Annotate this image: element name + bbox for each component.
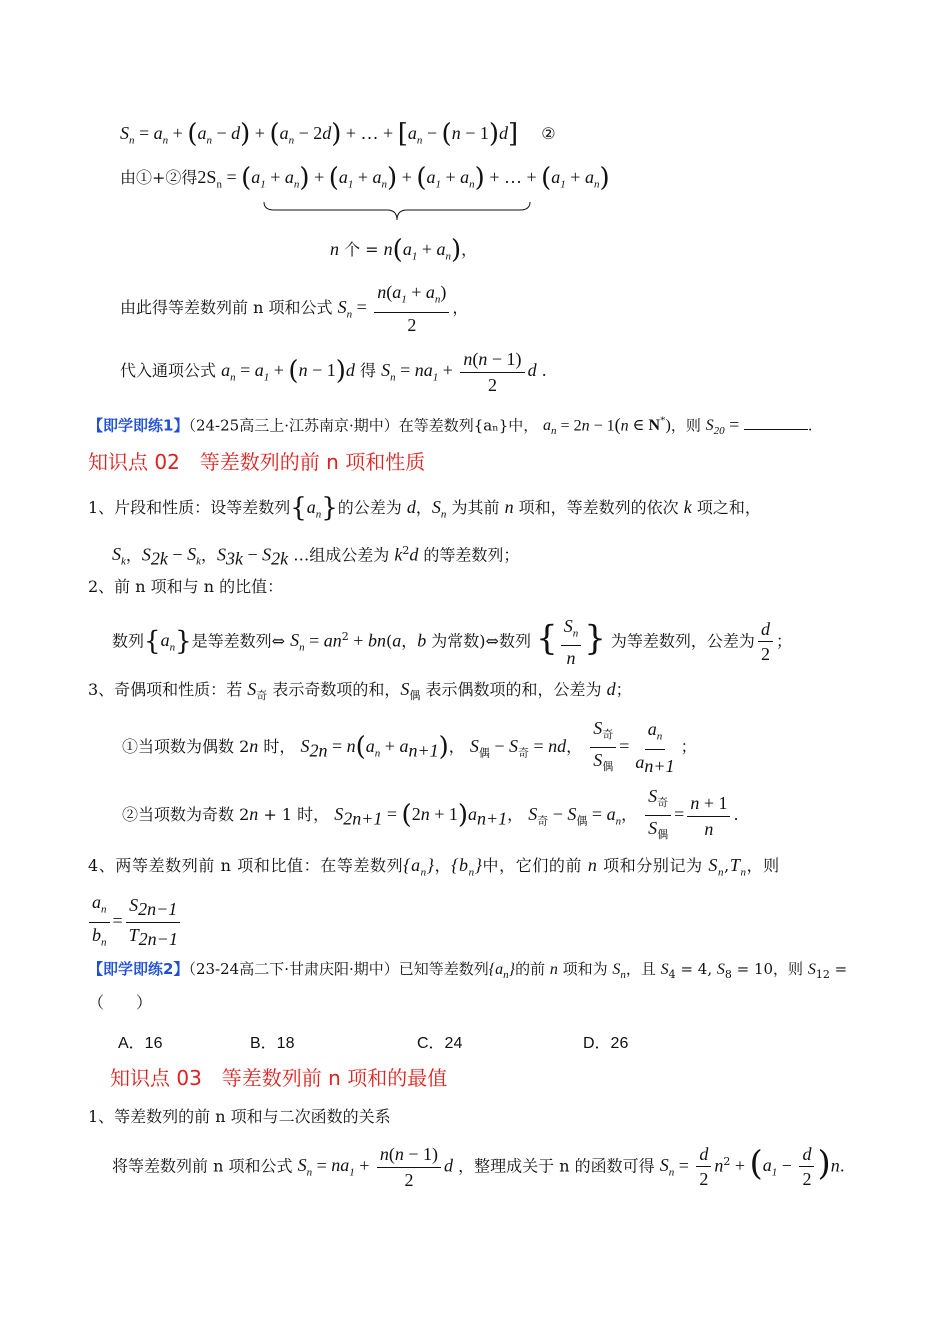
property-3-case-odd: ②当项数为奇数 2n + 1 时， $S_{2n+1} = (2n + 1)a_{n+1}$， $S_奇 - S_偶 = a_n$， $\frac{S_奇}{S_偶}$ = $\frac{n + 1}{n}$ . (122, 786, 739, 842)
exercise-2-tag: 【即学即练2】 (88, 960, 189, 978)
option-c[interactable]: C．24 (417, 1035, 463, 1052)
section-3-p2-b: ，整理成关于 n 的函数可得 (458, 1156, 655, 1176)
property-3-label: 3、奇偶项和性质： (88, 680, 227, 699)
section-2-title: 知识点 02 等差数列的前 n 项和性质 (88, 450, 426, 474)
property-2-label: 2、前 n 项和与 n 的比值： (88, 577, 284, 596)
option-b[interactable]: B．18 (250, 1035, 295, 1052)
sum-double-formula: 由①+②得$2S_n = (a_1 + a_n) + (a_1 + a_n) + (a_1 + a_n)$ + … + $(a_1 + a_n)$ (120, 163, 610, 193)
answer-blank[interactable] (744, 415, 808, 430)
exercise-1-text: 在等差数列{aₙ}中， (398, 416, 539, 435)
sum-formula-text: 由此得等差数列前 n 项和公式 (120, 297, 333, 317)
section-3-p1: 1、等差数列的前 n 项和与二次函数的关系 (88, 1107, 391, 1126)
property-4: 4、两等差数列前 n 项和比值：在等差数列$\{a_n\}$，$\{b_n\}$中，它们的前 n 项和分别记为 $S_n,T_n$，则 (88, 855, 780, 879)
exercise-1-tag: 【即学即练1】 (88, 416, 189, 435)
exercise-1: 【即学即练1】（24-25高三上·江苏南京·期中）在等差数列{aₙ}中， $a_n = 2n - 1(n$ ∈ N*)，则 $S_{20}$ = . (88, 414, 813, 438)
option-d[interactable]: D．26 (583, 1035, 629, 1052)
property-2-line: 数列$\{a_n\}$是等差数列⇔ $S_n = an^2 + bn(a$，b 为常数)⇔数列 { $\frac{S_n}{n}$ } 为等差数列，公差为 $\frac{d}{2}$ ； (112, 615, 792, 669)
property-1: 1、片段和性质：设等差数列$\{a_n\}$的公差为 d，$S_n$ 为其前 n 项和，等差数列的依次 k 项之和， (88, 493, 761, 523)
exercise-1-source: （24-25高三上·江苏南京·期中） (188, 416, 399, 435)
exercise-2: 【即学即练2】（23-24高二下·甘肃庆阳·期中）已知等差数列$\{a_n\}$的前 n 项和为 $S_n$，且 $S_4 = 4$, $S_8 = 10$，则 $S_{12}$ = (88, 960, 848, 982)
substitute-text: 代入通项公式 (120, 361, 217, 380)
sum-formula-line: 由此得等差数列前 n 项和公式 $S_n$ = $\frac{n(a_1 + a_n)}{2}$ ， (120, 282, 469, 335)
n-copies-line: n 个 = $n(a_1 + a_n)$， (330, 235, 478, 265)
property-3: 3、奇偶项和性质：若 $S_奇$ 表示奇数项的和，$S_偶$ 表示偶数项的和，公差为 d； (88, 679, 632, 703)
derivation-prefix: 由①+②得 (120, 168, 198, 187)
circled-two-mark: ② (541, 124, 556, 143)
property-4-formula: $\frac{a_n}{b_n}$ = $\frac{S_{2n-1}}{T_{2n-1}}$ (86, 890, 184, 954)
property-3-case-even: ①当项数为偶数 2n 时， $S_{2n} = n(a_n + a_{n+1})$， $S_偶 - S_奇$ = nd， $\frac{S_奇}{S_偶}$ = $\frac{a_n}{a_{n+1}}$ ； (122, 718, 697, 777)
section-3-p2: 将等差数列前 n 项和公式 $S_n = na_1$ + $\frac{n(n - 1)}{2}$ d ，整理成关于 n 的函数可得 $S_n$ = $\frac{d}{2}$ $n^2 + (a_1$ − $\frac{d}{2}$ )n. (112, 1143, 845, 1190)
underbrace (262, 200, 532, 224)
derive-word: 得 (359, 361, 376, 380)
option-a[interactable]: A．16 (118, 1035, 163, 1052)
exercise-2-source: （23-24高二下·甘肃庆阳·期中） (188, 960, 399, 978)
property-1-line2: $S_k$，$S_{2k} - S_k$，$S_{3k} - S_{2k}$ …组成公差为 $k^2d$ 的等差数列； (112, 544, 520, 569)
sum-reverse-formula: $S_n = a_n + (a_n - d) + (a_n - 2d)$ + … + $[a_n - (n - 1)d]$ ② (120, 119, 556, 149)
section-3-title: 知识点 03 等差数列前 n 项和的最值 (110, 1066, 448, 1090)
section-3-p2-a: 将等差数列前 n 项和公式 (112, 1156, 293, 1176)
exercise-2-paren: （ ） (88, 993, 153, 1012)
property-1-label: 1、片段和性质： (88, 498, 211, 517)
sum-formula-general-line: 代入通项公式 $a_n = a_1 + (n - 1)d$ 得 $S_n = na_1$ + $\frac{n(n - 1)}{2}$ d . (120, 348, 547, 395)
